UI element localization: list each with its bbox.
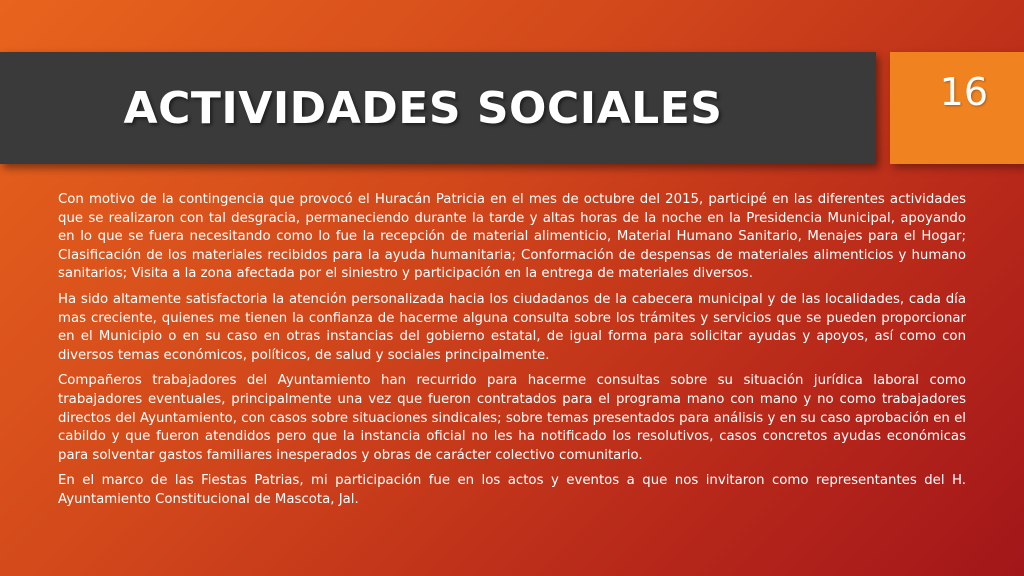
page-number: 16 (939, 70, 988, 114)
page-number-box (890, 52, 1024, 164)
paragraph-hurricane: Con motivo de la contingencia que provocó el Huracán Patricia en el mes de octubre del 2015, participé en las diferentes actividades que se realizaron con tal desgracia, permaneciendo durante la tarde y altas horas de la noche en la Presidencia Municipal, apoyando en lo que se fuera necesitando como lo fue la recepción de material alimenticio, Material Humano Sanitario, Menajes para el Hogar; Clasificación de los materiales recibidos para la ayuda humanitaria; Conformación de despensas de materiales alimenticios y humano sanitarios; Visita a la zona afectada por el siniestro y participación en la entrega de materiales diversos. (58, 192, 966, 282)
slide-body (58, 191, 966, 517)
paragraph-workers-consultations: Compañeros trabajadores del Ayuntamiento han recurrido para hacerme consultas sobre su situación jurídica laboral como trabajadores eventuales, principalmente una vez que fueron contratados para el programa mano con mano y no como trabajadores directos del Ayuntamiento, con casos sobre situaciones sindicales; sobre temas presentados para análisis y en su caso aprobación en el cabildo y que fueron atendidos pero que la instancia oficial no les ha notificado los resolutivos, casos concretos ayudas económicas para solventar gastos familiares inesperados y obras de carácter colectivo comunitario. (58, 373, 966, 463)
paragraph-fiestas-patrias: En el marco de las Fiestas Patrias, mi participación fue en los actos y eventos a que nos invitaron como representantes del H. Ayuntamiento Constitucional de Mascota, Jal. (58, 473, 966, 507)
title-bar (0, 52, 876, 164)
slide-title: ACTIVIDADES SOCIALES (123, 82, 723, 134)
paragraph-citizen-attention: Ha sido altamente satisfactoria la atención personalizada hacia los ciudadanos de la cabecera municipal y de las localidades, cada día mas creciente, quienes me tienen la confianza de hacerme alguna consulta sobre los trámites y servicios que se pueden proporcionar en el Municipio o en su caso en otras instancias del gobierno estatal, de igual forma para solicitar ayudas y apoyos, así como con diversos temas económicos, políticos, de salud y sociales principalmente. (58, 291, 966, 363)
